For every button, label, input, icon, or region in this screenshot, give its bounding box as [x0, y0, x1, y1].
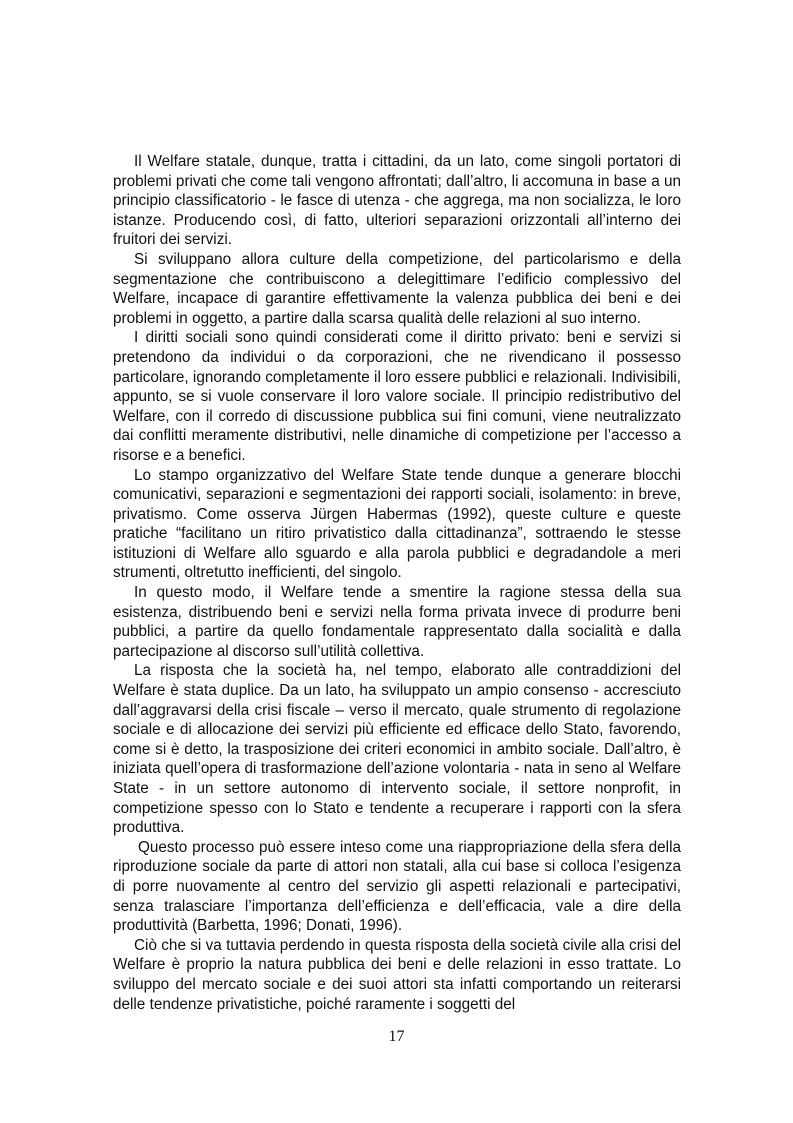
paragraph-2: Si sviluppano allora culture della competizione, del particolarismo e della segmentazione che contribuiscono a delegittimare l’edificio complessivo del Welfare, incapace di garantire effettivamente la valenza pubblica dei beni e dei problemi in oggetto, a partire dalla scarsa qualità delle relazioni al suo interno.: [113, 250, 681, 327]
body-text: [113, 152, 681, 1014]
paragraph-7: Questo processo può essere inteso come una riappropriazione della sfera della riproduzione sociale da parte di attori non statali, alla cui base si colloca l’esigenza di porre nuovamente al centro del servizio gli aspetti relazionali e partecipativi, senza tralasciare l’importanza dell’efficienza e dell’efficacia, vale a dire della produttività (Barbetta, 1996; Donati, 1996).: [113, 838, 681, 935]
page-number: 17: [388, 1028, 405, 1045]
paragraph-6: La risposta che la società ha, nel tempo, elaborato alle contraddizioni del Welfare è stata duplice. Da un lato, ha sviluppato un ampio consenso - accresciuto dall’aggravarsi della crisi fiscale – verso il mercato, quale strumento di regolazione sociale e di allocazione dei servizi più efficiente ed efficace dello Stato, favorendo, come si è detto, la trasposizione dei criteri economici in ambito sociale. Dall’altro, è iniziata quell’opera di trasformazione dell’azione volontaria - nata in seno al Welfare State - in un settore autonomo di intervento sociale, il settore nonprofit, in competizione spesso con lo Stato e tendente a recuperare i rapporti con la sfera produttiva.: [113, 662, 681, 837]
paragraph-4: Lo stampo organizzativo del Welfare State tende dunque a generare blocchi comunicativi, separazioni e segmentazioni dei rapporti sociali, isolamento: in breve, privatismo. Come osserva Jürgen Habermas (1992), queste culture e queste pratiche “facilitano un ritiro privatistico dalla cittadinanza”, sottraendo le stesse istituzioni di Welfare allo sguardo e alla parola pubblici e degradandole a meri strumenti, oltretutto inefficienti, del singolo.: [113, 466, 681, 582]
paragraph-5: In questo modo, il Welfare tende a smentire la ragione stessa della sua esistenza, distribuendo beni e servizi nella forma privata invece di produrre beni pubblici, a partire da quello fondamentale rappresentato dalla socialità e dalla partecipazione al discorso sull’utilità collettiva.: [113, 584, 681, 660]
paragraph-8: Ciò che si va tuttavia perdendo in questa risposta della società civile alla crisi del Welfare è proprio la natura pubblica dei beni e delle relazioni in esso trattate. Lo sviluppo del mercato sociale e dei suoi attori sta infatti comportando un reiterarsi delle tendenze privatistiche, poiché raramente i soggetti del: [113, 936, 681, 1013]
paragraph-3: I diritti sociali sono quindi considerati come il diritto privato: beni e servizi si pretendono da individui o da corporazioni, che ne rivendicano il possesso particolare, ignorando completamente il loro essere pubblici e relazionali. Indivisibili, appunto, se si vuole conservare il loro valore sociale. Il principio redistributivo del Welfare, con il corredo di discussione pubblica sui fini comuni, viene neutralizzato dai conflitti meramente distributivi, nelle dinamiche di competizione per l’accesso a risorse e a benefici.: [113, 329, 681, 464]
paragraph-1: Il Welfare statale, dunque, tratta i cittadini, da un lato, come singoli portatori di problemi privati che come tali vengono affrontati; dall’altro, li accomuna in base a un principio classificatorio - le fasce di utenza - che aggrega, ma non socializza, le loro istanze. Producendo così, di fatto, ulteriori separazioni orizzontali all’interno dei fruitori dei servizi.: [113, 153, 681, 249]
